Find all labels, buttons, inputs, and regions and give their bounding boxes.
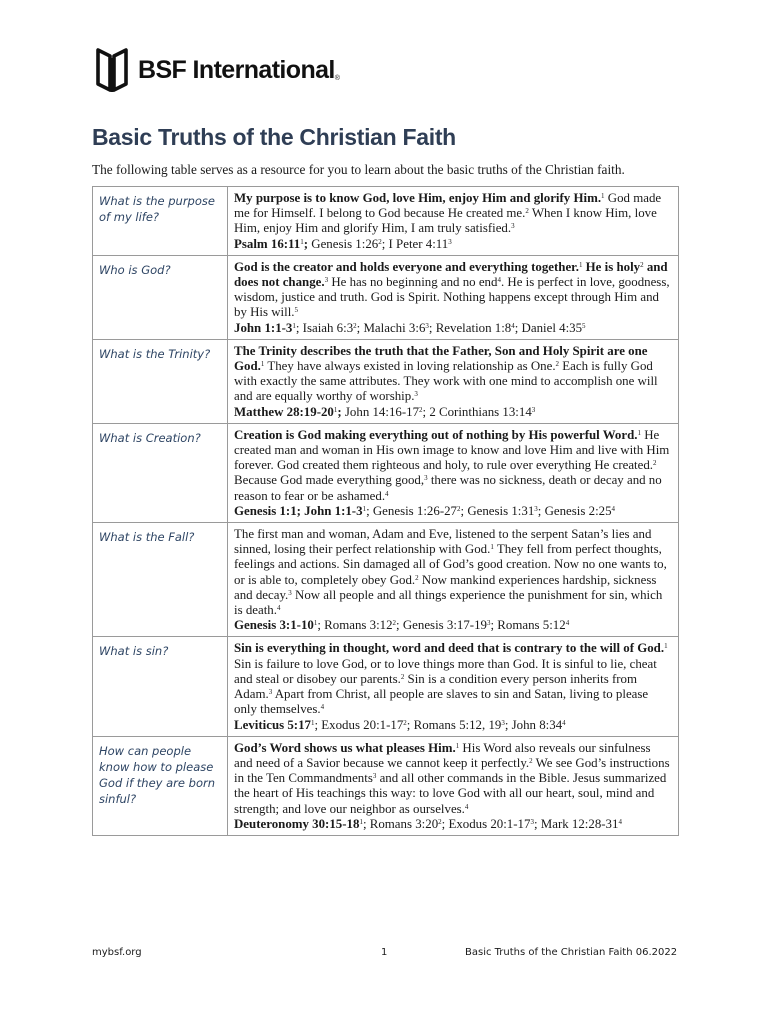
answer-cell <box>228 255 679 339</box>
footnote-marker: 1 <box>260 360 265 369</box>
footnote-marker: 2 <box>378 237 382 246</box>
footnote-marker: 3 <box>531 405 536 414</box>
answer-text: Sin is a condition every person inherits from Adam. <box>234 671 638 702</box>
footnote-marker: 3 <box>448 237 452 246</box>
answer-text: ; Romans 3:20 <box>362 816 439 831</box>
footnote-marker: 4 <box>511 321 515 330</box>
footnote-marker: 5 <box>294 306 299 315</box>
footnote-marker: 3 <box>268 688 273 697</box>
answer-cell <box>228 339 679 423</box>
question-cell: What is the purpose of my life? <box>93 187 228 256</box>
answer-cell <box>228 423 679 522</box>
question-cell: Who is God? <box>93 255 228 339</box>
footnote-marker: 3 <box>288 588 292 597</box>
footnote-marker: 1 <box>490 543 494 552</box>
footnote-marker: 2 <box>438 817 442 826</box>
footnote-marker: 3 <box>534 504 538 513</box>
answer-text: ; Malachi 3:6 <box>356 320 426 335</box>
footnote-marker: 3 <box>501 718 505 727</box>
footnote-marker: 2 <box>400 672 405 681</box>
footnote-marker: 4 <box>618 817 622 826</box>
answer-text: ; John 8:34 <box>504 717 563 732</box>
footnote-marker: 4 <box>385 489 389 498</box>
answer-cell <box>228 187 679 256</box>
answer-bold-text: God is the creator and holds everyone and everything together. <box>234 259 579 274</box>
table-row <box>93 255 679 339</box>
answer-cell <box>228 523 679 637</box>
question-cell: What is sin? <box>93 637 228 736</box>
answer-text: He has no beginning and no end <box>328 275 498 290</box>
footnote-marker: 1 <box>333 405 338 414</box>
footnote-marker: 4 <box>320 703 325 712</box>
footnote-marker: 2 <box>403 718 407 727</box>
footnote-marker: 2 <box>415 573 419 582</box>
footnote-marker: 2 <box>640 260 644 269</box>
answer-bold-text: Creation is God making everything out of nothing by His powerful Word. <box>234 427 638 442</box>
answer-text: ; Isaiah 6:3 <box>295 320 354 335</box>
answer-text: Apart from Christ, all people are slaves to sin and Satan, living to please only themselves. <box>234 687 649 717</box>
footnote-marker: 1 <box>578 260 583 269</box>
answer-text: The first man and woman, Adam and Eve, listened to the serpent Satan’s lies and sinned, losing their perfect relationship with God. <box>234 527 652 557</box>
answer-text: Now mankind experiences hardship, sickness and decay. <box>234 572 657 602</box>
answer-cell <box>228 637 679 736</box>
truths-table <box>92 186 679 836</box>
answer-text: ; I Peter 4:11 <box>381 236 449 251</box>
answer-text: Genesis 1:26 <box>308 236 379 251</box>
answer-text: ; Revelation 1:8 <box>428 320 512 335</box>
footnote-marker: 4 <box>276 604 281 613</box>
answer-text: ; Exodus 20:1-17 <box>314 717 404 732</box>
footnote-marker: 2 <box>392 619 397 628</box>
answer-text: Sin is failure to love God, or to love things more than God. It is sinful to lie, cheat and steal or disobey our parents. <box>234 656 657 686</box>
page-title: Basic Truths of the Christian Faith <box>92 124 456 150</box>
footer-document-title: Basic Truths of the Christian Faith 06.2022 <box>465 947 678 958</box>
answer-bold-text: Matthew 28:19-20 <box>234 404 334 419</box>
question-cell: What is the Fall? <box>93 523 228 637</box>
answer-bold-text: Sin is everything in thought, word and deed that is contrary to the will of God. <box>234 641 665 656</box>
answer-text: They fell from perfect thoughts, feelings and actions. Sin damaged all of God’s good creation. Now no one wants to, or is able to, completely obey God. <box>234 542 667 587</box>
footnote-marker: 1 <box>637 428 641 437</box>
footnote-marker: 1 <box>455 741 460 750</box>
footnote-marker: 2 <box>653 459 657 468</box>
answer-text: Because God made everything good, <box>234 473 425 488</box>
footnote-marker: 2 <box>529 756 533 765</box>
footnote-marker: 3 <box>511 222 515 231</box>
answer-bold-text: Psalm 16:11 <box>234 236 301 251</box>
answer-text: Each is fully God with exactly the same attributes. They work with one mind to accomplish one will and are equally worthy of worship. <box>234 359 658 404</box>
answer-text: He created man and woman in His own image to know and love Him and live with Him forever. God created them righteous and holy, to rule over everything He created. <box>234 427 670 473</box>
footnote-marker: 3 <box>414 390 418 399</box>
footnote-marker: 4 <box>497 276 501 285</box>
footnote-marker: 3 <box>324 276 329 285</box>
footnote-marker: 3 <box>530 817 534 826</box>
answer-text: ; Exodus 20:1-17 <box>441 816 531 831</box>
footnote-marker: 5 <box>582 321 586 330</box>
answer-text: ; Romans 5:12 <box>490 618 566 633</box>
answer-text: and all other commands in the Bible. Jesus summarized the heart of His teachings this way: to love God with all our heart, soul, mind and strength; and love our neighbor as ourselves. <box>234 771 667 816</box>
answer-bold-text: John 1:1-3 <box>234 320 293 335</box>
answer-text: ; Mark 12:28-31 <box>533 816 619 831</box>
answer-bold-text: Deuteronomy 30:15-18 <box>234 816 360 831</box>
table-row <box>93 187 679 256</box>
footnote-marker: 2 <box>353 321 357 330</box>
question-cell: What is the Trinity? <box>93 339 228 423</box>
footnote-marker: 3 <box>424 474 428 483</box>
footnote-marker: 1 <box>300 237 304 246</box>
answer-text: . He is perfect in love, goodness, wisdom, justice and truth. God is Spirit. Nothing happens except through Him and by His will. <box>234 275 670 320</box>
table-row <box>93 523 679 637</box>
answer-text: there was no sickness, death or decay and no reason to fear or be ashamed. <box>234 473 662 503</box>
answer-bold-text: and does not change. <box>234 259 668 290</box>
footnote-marker: 2 <box>419 405 423 414</box>
brand-logo <box>92 46 340 94</box>
answer-text: ; Romans 3:12 <box>317 618 393 633</box>
answer-text: When I know Him, love Him, enjoy Him and glorify Him, I am truly satisfied. <box>234 206 657 236</box>
table-row <box>93 423 679 522</box>
answer-bold-text: ; <box>303 236 309 251</box>
answer-text: ; Genesis 2:25 <box>537 503 612 518</box>
footnote-marker: 4 <box>464 802 469 811</box>
answer-bold-text: Genesis 1:1; John 1:1-3 <box>234 503 363 518</box>
answer-cell <box>228 736 679 835</box>
footnote-marker: 1 <box>310 718 315 727</box>
footnote-marker: 1 <box>664 642 668 651</box>
answer-text: God made me for Himself. I belong to God because He created me. <box>234 191 662 221</box>
footnote-marker: 1 <box>359 817 363 826</box>
footnote-marker: 2 <box>525 207 529 216</box>
answer-text: ; Genesis 1:31 <box>460 503 535 518</box>
footnote-marker: 2 <box>555 360 560 369</box>
footer-page-number: 1 <box>381 947 388 958</box>
footnote-marker: 3 <box>425 321 429 330</box>
answer-bold-text: Leviticus 5:17 <box>234 717 311 732</box>
footnote-marker: 4 <box>611 504 616 513</box>
answer-bold-text: God’s Word shows us what pleases Him. <box>234 740 456 755</box>
answer-bold-text: Genesis 3:1-10 <box>234 618 314 633</box>
intro-text: The following table serves as a resource for you to learn about the basic truths of the Christian faith. <box>92 162 625 177</box>
footnote-marker: 1 <box>292 321 296 330</box>
answer-bold-text: My purpose is to know God, love Him, enjoy Him and glorify Him. <box>234 191 602 205</box>
answer-bold-text: The Trinity describes the truth that the Father, Son and Holy Spirit are one God. <box>234 343 648 374</box>
table-row <box>93 736 679 835</box>
answer-text: We see God’s instructions in the Ten Commandments <box>234 755 670 786</box>
brand-name: BSF International® <box>138 55 340 84</box>
footnote-marker: 4 <box>562 718 566 727</box>
answer-bold-text: He is holy <box>582 259 641 274</box>
footer-website: mybsf.org <box>92 947 142 958</box>
answer-text: John 14:16-17 <box>341 404 420 419</box>
answer-text: His Word also reveals our sinfulness and need of a Savior because we cannot keep it perfectly. <box>234 740 651 770</box>
question-cell: How can people know how to please God if they are born sinful? <box>93 736 228 835</box>
answer-text: ; 2 Corinthians 13:14 <box>422 404 532 419</box>
question-cell: What is Creation? <box>93 423 228 522</box>
answer-bold-text: ; <box>337 404 342 419</box>
answer-text: ; Romans 5:12, 19 <box>406 717 502 732</box>
open-book-icon <box>92 46 132 94</box>
footnote-marker: 1 <box>313 619 318 628</box>
footnote-marker: 2 <box>457 504 461 513</box>
answer-text: ; Daniel 4:35 <box>514 320 583 335</box>
footnote-marker: 3 <box>487 619 491 628</box>
table-row <box>93 339 679 423</box>
footnote-marker: 4 <box>565 619 570 628</box>
table-row <box>93 637 679 736</box>
answer-text: ; Genesis 3:17-19 <box>396 618 487 633</box>
answer-text: Now all people and all things experience the punishment for sin, which is death. <box>234 587 663 618</box>
footnote-marker: 1 <box>362 504 367 513</box>
answer-text: ; Genesis 1:26-27 <box>366 503 458 518</box>
answer-text: They have always existed in loving relationship as One. <box>264 359 556 374</box>
registered-mark: ® <box>334 74 340 82</box>
footnote-marker: 1 <box>601 192 605 200</box>
footnote-marker: 3 <box>372 772 377 781</box>
